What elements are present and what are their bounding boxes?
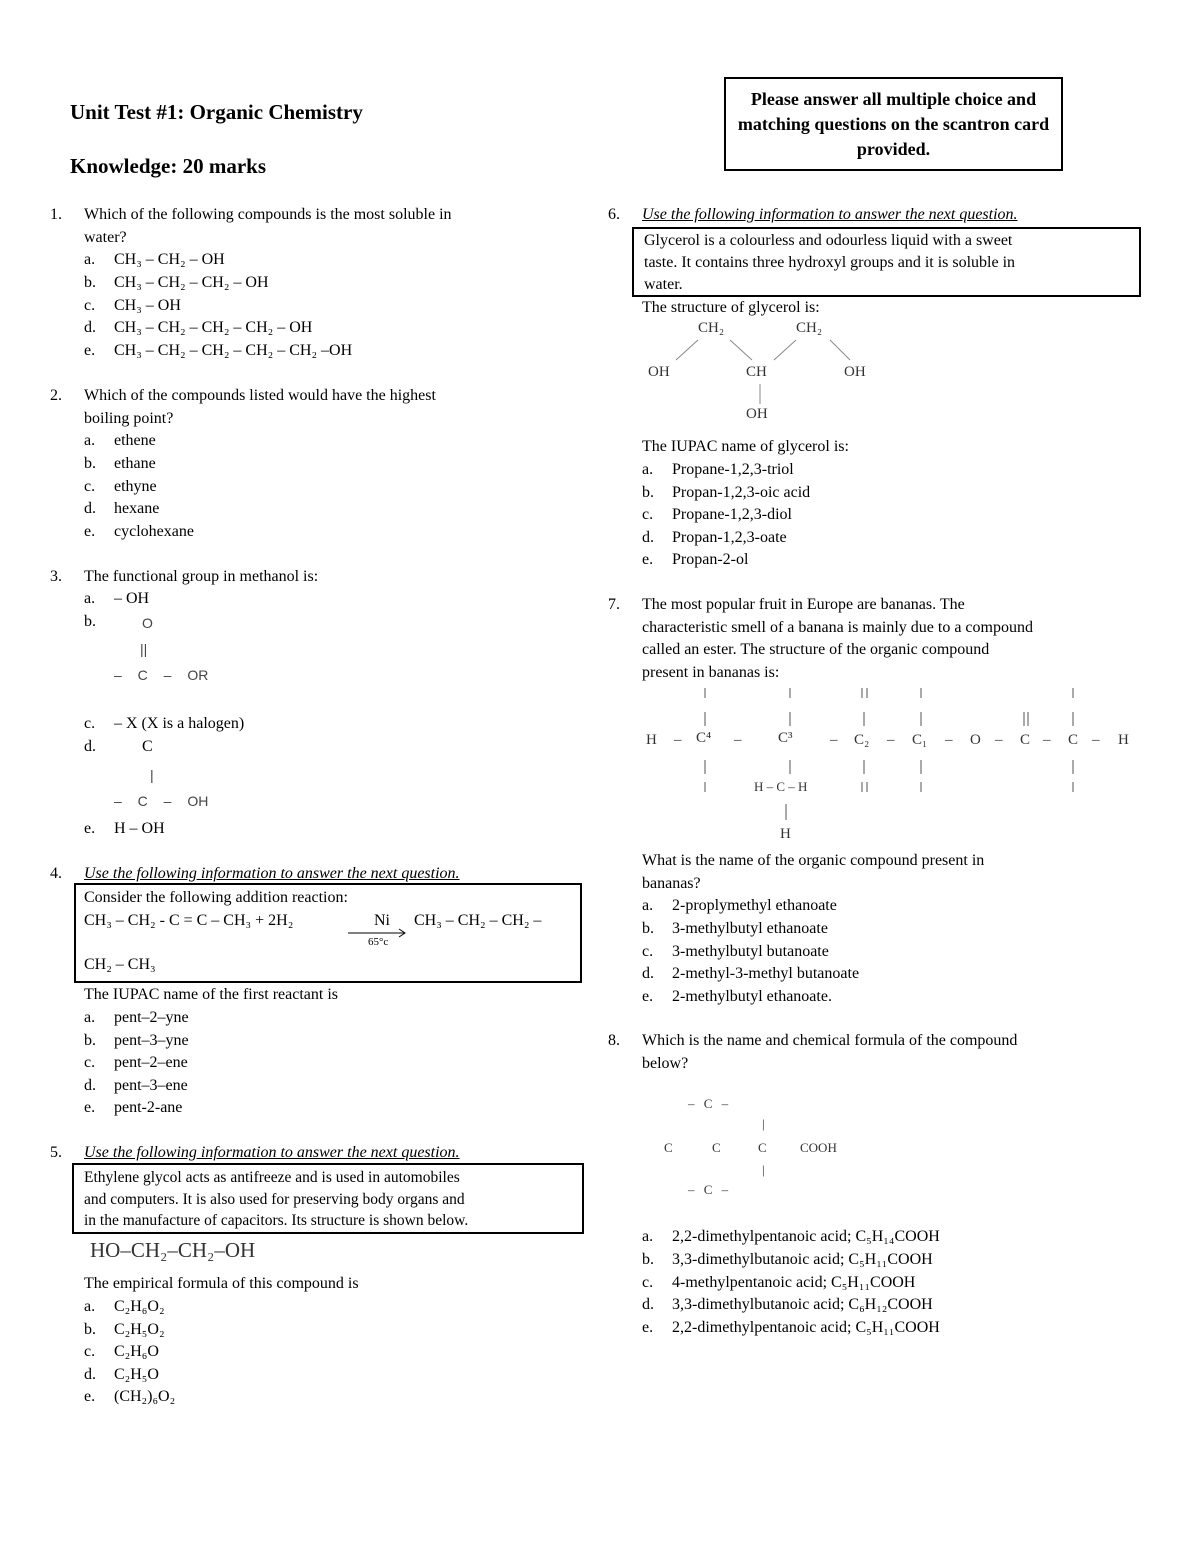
option-a: a. CH₃ – CH₂ – OH — [84, 251, 225, 268]
option-b: b. C₂H₅O₂ — [84, 1321, 165, 1338]
option-e: e. (CH₂)₆O₂ — [84, 1388, 176, 1405]
methyl-carbon: C — [1068, 732, 1079, 748]
option-e: e. CH₃ – CH₂ – CH₂ – CH₂ – CH₂ –OH — [84, 342, 353, 359]
double-bond: || — [140, 641, 148, 657]
oh-left: OH — [648, 364, 670, 380]
question-stem: water? — [84, 229, 127, 246]
carbon-2: C₂ — [854, 732, 870, 748]
option-e: e. 2-methylbutyl ethanoate. — [642, 988, 832, 1005]
scantron-notice: Please answer all multiple choice and matching questions on the scantron card provided. — [724, 77, 1063, 171]
marks-subtitle: Knowledge: 20 marks — [70, 154, 266, 178]
bond-up: | — [762, 1116, 765, 1131]
question-stem: The functional group in methanol is: — [84, 568, 319, 585]
option-a: a. 2,2-dimethylpentanoic acid; C₅H₁₄COOH — [642, 1228, 940, 1245]
question-stem: The most popular fruit in Europe are bananas. The — [642, 596, 965, 613]
question-4-options — [50, 984, 570, 1124]
question-3 — [50, 566, 570, 846]
carbon-3: C³ — [778, 730, 793, 746]
oxygen: O — [970, 732, 981, 748]
temperature-label: 65°c — [368, 935, 389, 948]
c1: C — [664, 1140, 673, 1155]
carbon-1: C₁ — [912, 732, 928, 748]
question-stem: What is the name of the organic compound present in — [642, 852, 985, 869]
bond: – — [830, 732, 838, 748]
carbon-atom: C — [142, 738, 153, 755]
c3: C — [758, 1140, 767, 1155]
bond: – — [887, 732, 895, 748]
methyl-branch: H – C – H — [754, 779, 808, 794]
option-a: a. Propane-1,2,3-triol — [642, 461, 794, 478]
box-line: taste. It contains three hydroxyl groups and it is soluble in — [644, 254, 1016, 271]
bond: – — [995, 732, 1003, 748]
question-number: 3. — [50, 568, 62, 585]
question-number: 1. — [50, 206, 62, 223]
option-b: b. — [84, 613, 96, 630]
question-number: 7. — [608, 596, 620, 613]
option-b: b. ethane — [84, 455, 156, 472]
ethylene-glycol-structure: HO–CH₂–CH₂–OH — [90, 1238, 256, 1262]
option-c: c. 3-methylbutyl butanoate — [642, 943, 829, 960]
carbon-4: C⁴ — [696, 730, 712, 746]
option-a: a. 2-proplymethyl ethanoate — [642, 897, 837, 914]
single-bond: | — [150, 767, 154, 783]
box-line: water. — [644, 276, 683, 293]
ester-group: – C – OR — [114, 667, 209, 683]
option-e: e. 2,2-dimethylpentanoic acid; C₅H₁₁COOH — [642, 1319, 940, 1336]
page-title: Unit Test #1: Organic Chemistry — [70, 100, 363, 124]
branch-h: H — [780, 826, 791, 842]
compound-structure — [660, 1094, 860, 1204]
question-7 — [608, 594, 1148, 689]
bond: – — [945, 732, 953, 748]
question-stem: called an ester. The structure of the organic compound — [642, 641, 990, 658]
option-c: c. 4-methylpentanoic acid; C₅H₁₁COOH — [642, 1274, 916, 1291]
question-stem: boiling point? — [84, 410, 174, 427]
structure-label: The structure of glycerol is: — [642, 299, 820, 316]
option-b: b. 3-methylbutyl ethanoate — [642, 920, 828, 937]
option-d: d. C₂H₅O — [84, 1366, 159, 1383]
question-1 — [50, 204, 570, 374]
option-d: d. pent–3–ene — [84, 1077, 188, 1094]
catalyst-label: Ni — [374, 911, 390, 929]
question-6 — [608, 204, 1148, 228]
c2: C — [712, 1140, 721, 1155]
carboxyl: COOH — [800, 1140, 837, 1155]
bond: – — [734, 732, 742, 748]
reactant-formula: CH₃ – CH₂ - C = C – CH₃ + 2H₂ — [84, 911, 294, 929]
question-stem: below? — [642, 1055, 689, 1072]
question-number: 4. — [50, 865, 62, 882]
option-e: e. cyclohexane — [84, 523, 194, 540]
bottom-methyl: – C – — [688, 1182, 729, 1197]
oh-bottom: OH — [746, 406, 768, 422]
ester-structure — [640, 684, 1140, 844]
option-d: d. Propan-1,2,3-oate — [642, 529, 787, 546]
option-d: d. 2-methyl-3-methyl butanoate — [642, 965, 860, 982]
bond: – — [1092, 732, 1100, 748]
question-stem: Which of the following compounds is the most soluble in — [84, 206, 452, 223]
option-c: c. C₂H₆O — [84, 1343, 159, 1360]
info-intro: Use the following information to answer the next question. — [84, 865, 460, 882]
box-line: Glycerol is a colourless and odourless liquid with a sweet — [644, 232, 1013, 249]
question-8-options — [608, 1226, 1148, 1366]
question-7-options — [608, 850, 1148, 1010]
question-stem: Which is the name and chemical formula of the compound — [642, 1032, 1018, 1049]
box-line: Ethylene glycol acts as antifreeze and is used in automobiles — [84, 1169, 460, 1186]
glycerol-structure — [640, 318, 880, 428]
box-text: Consider the following addition reaction: — [84, 889, 348, 906]
option-e: e. H – OH — [84, 820, 165, 837]
question-stem: characteristic smell of a banana is mainly due to a compound — [642, 619, 1033, 636]
carbonyl-carbon: C — [1020, 732, 1031, 748]
question-stem: The IUPAC name of the first reactant is — [84, 986, 339, 1003]
info-intro: Use the following information to answer the next question. — [84, 1144, 460, 1161]
ester-bonds — [640, 684, 1140, 844]
option-a: a. C₂H₆O₂ — [84, 1298, 165, 1315]
option-b: b. Propan-1,2,3-oic acid — [642, 484, 811, 501]
reaction-box — [74, 883, 582, 983]
product-formula: CH₃ – CH₂ – CH₂ – — [414, 911, 542, 929]
option-c: c. CH₃ – OH — [84, 297, 181, 314]
ch2-right: CH₂ — [796, 320, 823, 336]
ch-center: CH — [746, 364, 767, 380]
option-d: d. — [84, 738, 96, 755]
option-b: b. 3,3-dimethylbutanoic acid; C₅H₁₁COOH — [642, 1251, 933, 1268]
option-e: e. pent-2-ane — [84, 1099, 183, 1116]
option-c: c. pent–2–ene — [84, 1054, 188, 1071]
option-c: c. – X (X is a halogen) — [84, 715, 245, 732]
question-stem: Which of the compounds listed would have the highest — [84, 387, 436, 404]
question-stem: The IUPAC name of glycerol is: — [642, 438, 849, 455]
chain-h-right: H — [1118, 732, 1129, 748]
option-a: a. pent–2–yne — [84, 1009, 189, 1026]
glycerol-box — [632, 227, 1141, 297]
option-b: b. pent–3–yne — [84, 1032, 189, 1049]
option-d: d. 3,3-dimethylbutanoic acid; C₆H₁₂COOH — [642, 1296, 933, 1313]
bond: – — [674, 732, 682, 748]
box-line: in the manufacture of capacitors. Its structure is shown below. — [84, 1212, 469, 1229]
bond-down: | — [762, 1162, 765, 1177]
alcohol-group: – C – OH — [114, 793, 209, 809]
chain-h-left: H — [646, 732, 657, 748]
question-2 — [50, 385, 570, 555]
question-8 — [608, 1030, 1148, 1080]
carbonyl-oxygen: O — [142, 615, 153, 631]
question-5-options — [50, 1273, 570, 1413]
question-number: 8. — [608, 1032, 620, 1049]
product-continued: CH₂ – CH₃ — [84, 955, 156, 973]
question-number: 6. — [608, 206, 620, 223]
option-a: a. – OH — [84, 590, 150, 607]
option-d: d. hexane — [84, 500, 160, 517]
ch2-left: CH₂ — [698, 320, 725, 336]
oh-right: OH — [844, 364, 866, 380]
option-a: a. ethene — [84, 432, 156, 449]
ethylene-glycol-box — [72, 1163, 584, 1234]
option-b: b. CH₃ – CH₂ – CH₂ – OH — [84, 274, 269, 291]
box-line: and computers. It is also used for preserving body organs and — [84, 1190, 465, 1208]
top-methyl: – C – — [688, 1096, 729, 1111]
question-number: 2. — [50, 387, 62, 404]
question-stem: The empirical formula of this compound is — [84, 1275, 359, 1292]
question-6-options — [608, 436, 1148, 576]
bond: – — [1043, 732, 1051, 748]
option-c: c. Propane-1,2,3-diol — [642, 506, 792, 523]
question-stem: present in bananas is: — [642, 664, 780, 681]
option-c: c. ethyne — [84, 478, 157, 495]
option-e: e. Propan-2-ol — [642, 551, 749, 568]
info-intro: Use the following information to answer the next question. — [642, 206, 1018, 223]
question-stem: bananas? — [642, 875, 701, 892]
option-d: d. CH₃ – CH₂ – CH₂ – CH₂ – OH — [84, 319, 313, 336]
question-number: 5. — [50, 1144, 62, 1161]
